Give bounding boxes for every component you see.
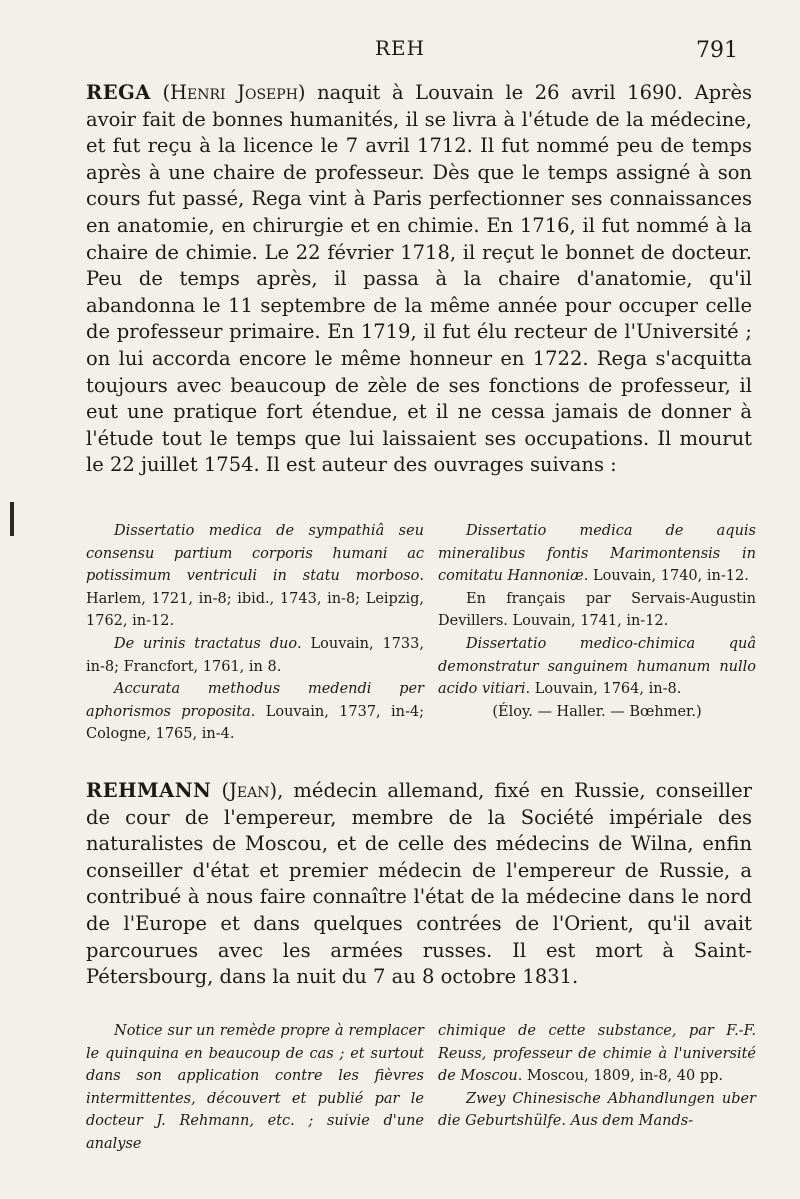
headword: REGA <box>86 81 151 104</box>
running-head <box>0 36 800 66</box>
work-item <box>86 1020 424 1156</box>
sources-citation: (Éloy. — Haller. — Bœhmer.) <box>492 703 702 720</box>
works-column-right <box>438 520 756 723</box>
running-title: REH <box>374 36 426 60</box>
work-details: . Moscou, 1809, in-8, 40 pp. <box>517 1068 724 1085</box>
work-item-continued <box>438 1020 756 1088</box>
given-names: (Henri Joseph) <box>162 81 306 104</box>
work-item <box>438 633 756 701</box>
work-title: Dissertatio medica de aquis mineralibus fontis Marimontensis in comitatu Hannoniæ <box>438 523 756 585</box>
margin-ink-mark <box>10 502 14 536</box>
work-title: Accurata methodus medendi per aphorismos proposita <box>86 681 424 720</box>
work-title: De urinis tractatus duo <box>114 635 298 652</box>
work-title: Dissertatio medico-chimica quâ demonstratur sanguinem humanum nullo acido vitiari <box>438 635 756 698</box>
work-translation <box>438 588 756 633</box>
work-title: Notice sur un remède propre à remplacer le quinquina en beaucoup de cas ; et surtout dans son application contre les fièvres intermittentes, découvert et publié par le docteur J. Rehmann, etc. ; suivie d'une analyse <box>86 1023 424 1152</box>
work-item <box>86 520 424 633</box>
work-item <box>86 633 424 678</box>
entry-rega-bio <box>86 80 752 479</box>
work-details: . Louvain, 1733, in-8; Francfort, 1761, in 8. <box>86 635 424 675</box>
page-number: 791 <box>696 38 738 63</box>
work-details: . Louvain, 1764, in-8. <box>525 681 682 698</box>
work-title: chimique de cette substance, par F.-F. Reuss, professeur de chimie à l'université de Moscou <box>438 1023 756 1085</box>
headword: REHMANN <box>86 779 212 802</box>
work-details: En français par Servais-Augustin Devillers. Louvain, 1741, in-12. <box>438 590 756 630</box>
works-column-left <box>86 1020 424 1156</box>
work-details: . Louvain, 1740, in-12. <box>583 568 749 585</box>
given-names: (Jean) <box>221 779 278 802</box>
work-details: . Harlem, 1721, in-8; ibid., 1743, in-8; Leipzig, 1762, in-12. <box>86 568 424 630</box>
entry-rehmann-bio <box>86 778 752 991</box>
works-column-right <box>438 1020 756 1133</box>
work-title: Dissertatio medica de sympathiâ seu consensu partium corporis humani ac potissimum ventriculi in statu morboso <box>86 523 424 585</box>
works-column-left <box>86 520 424 746</box>
biography-text: naquit à Louvain le 26 avril 1690. Après avoir fait de bonnes humanités, il se livra à l'étude de la médecine, et fut reçu à la licence le 7 avril 1712. Il fut nommé peu de temps après à une chaire de professeur. Dès que le temps assigné à son cours fut passé, Rega vint à Paris perfectionner ses connaissances en anatomie, en chirurgie et en chimie. En 1716, il fut nommé à la chaire de chimie. Le 22 février 1718, il reçut le bonnet de docteur. Peu de temps après, il passa à la chaire d'anatomie, qu'il abandonna le 11 septembre de la même année pour occuper celle de professeur primaire. En 1719, il fut élu recteur de l'Université ; on lui accorda encore le même honneur en 1722. Rega s'acquitta toujours avec beaucoup de zèle de ses fonctions de professeur, il eut une pratique fort étendue, et il ne cessa jamais de donner à l'étude tout le temps que lui laissaient ses occupations. Il mourut le 22 juillet 1754. Il est auteur des ouvrages suivans : <box>86 81 752 477</box>
work-title: Zwey Chinesische Abhandlungen uber die Geburtshülfe. Aus dem Mands- <box>438 1090 756 1130</box>
work-item <box>438 520 756 588</box>
work-item <box>438 1088 756 1133</box>
work-details: . Louvain, 1737, in-4; Cologne, 1765, in-4. <box>86 703 424 743</box>
biography-text: , médecin allemand, fixé en Russie, conseiller de cour de l'empereur, membre de la Société impériale des naturalistes de Moscou, et de celle des médecins de Wilna, enfin conseiller d'état et premier médecin de l'empereur de Russie, a contribué à nous faire connaître l'état de la médecine dans le nord de l'Europe et dans quelques contrées de l'Orient, qu'il avait parcourues avec les armées russes. Il est mort à Saint-Pétersbourg, dans la nuit du 7 au 8 octobre 1831. <box>86 779 752 989</box>
work-item <box>86 678 424 746</box>
